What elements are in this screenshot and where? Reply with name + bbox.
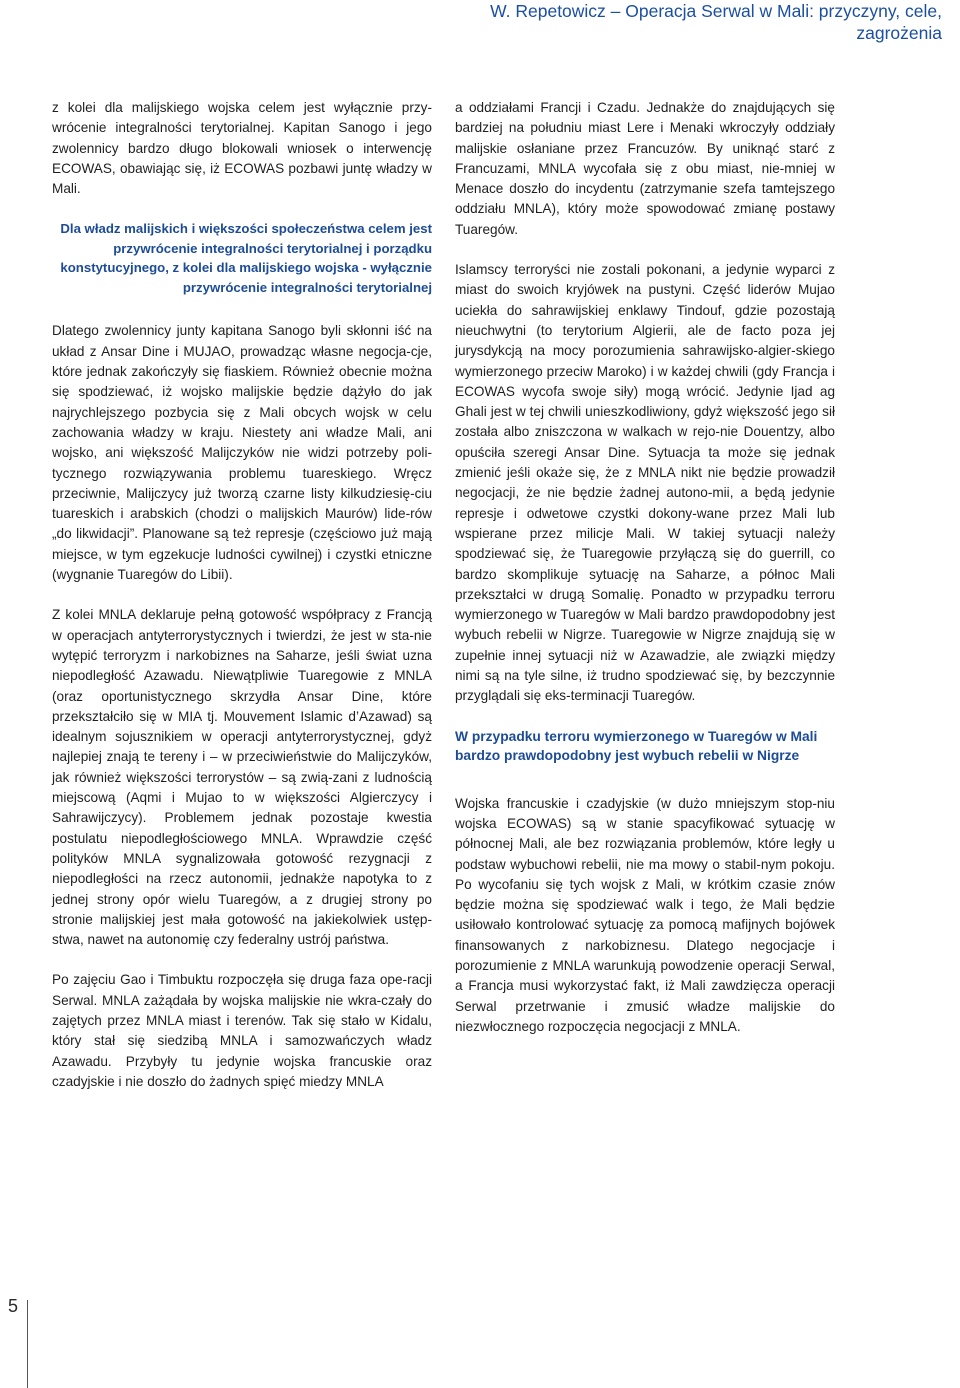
right-paragraph-2: Islamscy terroryści nie zostali pokonani, a jedynie wyparci z miast do swoich kryjówek na pustyni. Część liderów Mujao uciekła do sahrawijskiej enklawy Tindouf, gdzie pozostają nieuchwytni (to terytorium Algierii, ale de facto poza jej jurysdykcją na mocy porozumienia sahrawijsko-algier-skiego wymierzonego przeciw Maroko) i w każdej chwili (gdy Francja i ECOWAS wycofa swoje siły) mogą wrócić. Jedynie Ijad ag Ghali jest w tej chwili unieszkodliwiony, gdyż większość jego sił została albo zniszczona w walkach w rejo-nie Douentzy, albo opuściła szeregi Ansar Dine. Sytuacja ta może się jednak zmienić jeśli okaże się, że z MNLA nikt nie będzie prowadził negocjacji, że nie będzie żadnej autono-mii, a będą jedynie represje i odwetowe czystki dokony-wane przez Mali lub wspierane przez milicje Mali. W takiej sytuacji należy spodziewać się, że Tuaregowie przyłączą się do guerrill, co bardzo skomplikuje sytuację na Saharze, a północ Mali przekształci w drugą Somalię. Ponadto w przypadku terroru wymierzonego w Tuaregów w Mali bardzo prawdopodobny jest wybuch rebelii w Nigrze. Tuaregowie w Nigrze znajdują się w zupełnie innej sytuacji niż w Azawadzie, ale związki między nimi są na tyle silne, iż trudno spodziewać się, by bezczynnie przyglądali się eks-terminacji Tuaregów. [455, 262, 835, 704]
page-number-divider [27, 1300, 28, 1388]
page-number: 5 [7, 1296, 18, 1316]
left-paragraph-3: Z kolei MNLA deklaruje pełną gotowość współpracy z Francją w operacjach antyterrorystycznych i twierdzi, że jest w sta-nie wytępić terroryzm i narkobiznes na Saharze, jeśli świat uzna niepodległość Azawadu. Niewątpliwie Tuaregowie z MNLA (oraz oportunistycznego skrzydła Ansar Dine, które przekształciło się w MIA tj. Mouvement Islamic d’Azawad) są idealnym sojusznikiem w operacji antyterrorystycznej, gdyż najlepiej znają te tereny i – w przeciwieństwie do Malijczyków, jak również większości terrorystów – są zwią-zani z ludnością miejscową (Aqmi i Mujao to w większości Algierczycy i Sahrawijczycy). Problemem jednak pozostaje kwestia postulatu niepodległościowego MNLA. Wprawdzie część polityków MNLA sygnalizowała gotowość rezygnacji z niepodległości na rzecz autonomii, jednakże napotyka to z jednej strony opór wielu Tuaregów, a z drugiej strony po stronie malijskiej jest mała gotowość na jakiekolwiek ustęp-stwa, nawet na autonomię czy federalny ustrój państwa. [52, 607, 432, 948]
running-header-line-1: W. Repetowicz – Operacja Serwal w Mali: przyczyny, cele, [490, 1, 942, 21]
left-paragraph-1: z kolei dla malijskiego wojska celem jest wyłącznie przy-wrócenie integralności terytorialnej. Kapitan Sanogo i jego zwolennicy bardzo długo blokowali wniosek o interwencję ECOWAS, obawiając się, iż ECOWAS pozbawi juntę władzy w Mali. [52, 100, 432, 197]
pull-quote: Dla władz malijskich i większości społeczeństwa celem jest przywrócenie integralności terytorialnej i porządku konstytucyjnego, z kolei dla malijskiego wojska - wyłącznie przywrócenie integralności terytorialnej [60, 221, 432, 295]
section-subheading: W przypadku terroru wymierzonego w Tuaregów w Mali bardzo prawdopodobny jest wybuch rebelii w Nigrze [455, 728, 818, 764]
left-column [52, 98, 432, 1112]
running-header [450, 0, 960, 44]
right-paragraph-3: Wojska francuskie i czadyjskie (w dużo mniejszym stop-niu wojska ECOWAS) są w stanie spacyfikować sytuację w północnej Mali, ale bez rozwiązania problemów, które legły u podstaw wybuchowi rebelii, nie ma mowy o stabil-nym pokoju. Po wycofaniu się tych wojsk z Mali, w krótkim czasie znów będzie można się spodziewać walk i tego, że Mali będzie usiłowało kontrolować sytuację za pomocą mafijnych bojówek finansowanych z narkobiznesu. Dlatego negocjacje i porozumienie z MNLA warunkują powodzenie operacji Serwal, a Francja musi wykorzystać fakt, iż Mali zawdzięcza operacji Serwal przetrwanie i zmusić władze malijskie do niezwłocznego rozpoczęcia negocjacji z MNLA. [455, 795, 835, 1034]
right-column [455, 98, 835, 1057]
left-paragraph-2: Dlatego zwolennicy junty kapitana Sanogo byli skłonni iść na układ z Ansar Dine i MUJAO, prowadząc własne negocja-cje, które jednak zakończyły się fiaskiem. Również obecnie można się spodziewać, iż wojsko malijskie będzie dążyło do jak najrychlejszego pozbycia się z Mali obcych wojsk w celu zachowania władzy w kraju. Niestety ani władze Mali, ani wojsko, ani większość Malijczyków nie widzi potrzeby poli-tycznego rozwiązywania problemu tuareskiego. Wręcz przeciwnie, Malijczycy już tworzą czarne listy kilkudziesię-ciu tuareskich i arabskich (chodzi o malijskich Maurów) lide-rów „do likwidacji”. Planowane są też represje (częściowo już mają miejsce, w tym egzekucje ludności cywilnej) i czystki etniczne (wygnanie Tuaregów do Libii). [52, 323, 432, 583]
right-paragraph-1: a oddziałami Francji i Czadu. Jednakże do znajdujących się bardziej na południu miast Lere i Menaki wkroczyły oddziały malijskie osłaniane przez Francuzów. By uniknąć starć z Francuzami, MNLA wycofała się z obu miast, nie-mniej w Menace doszło do incydentu (zatrzymanie szefa tamtejszego oddziału MNLA), który może spowodować zmianę postawy Tuaregów. [455, 100, 835, 237]
running-header-line-2: zagrożenia [856, 23, 942, 43]
left-paragraph-4: Po zajęciu Gao i Timbuktu rozpoczęła się druga faza ope-racji Serwal. MNLA zażądała by wojska malijskie nie wkra-czały do zajętych przez MNLA miast i terenów. Tak się stało w Kidalu, który stał się siedzibą MNLA i samozwańczych władz Azawadu. Przybyły tu jedynie wojska francuskie oraz czadyjskie i nie doszło do żadnych spięć miedzy MNLA [52, 972, 432, 1089]
